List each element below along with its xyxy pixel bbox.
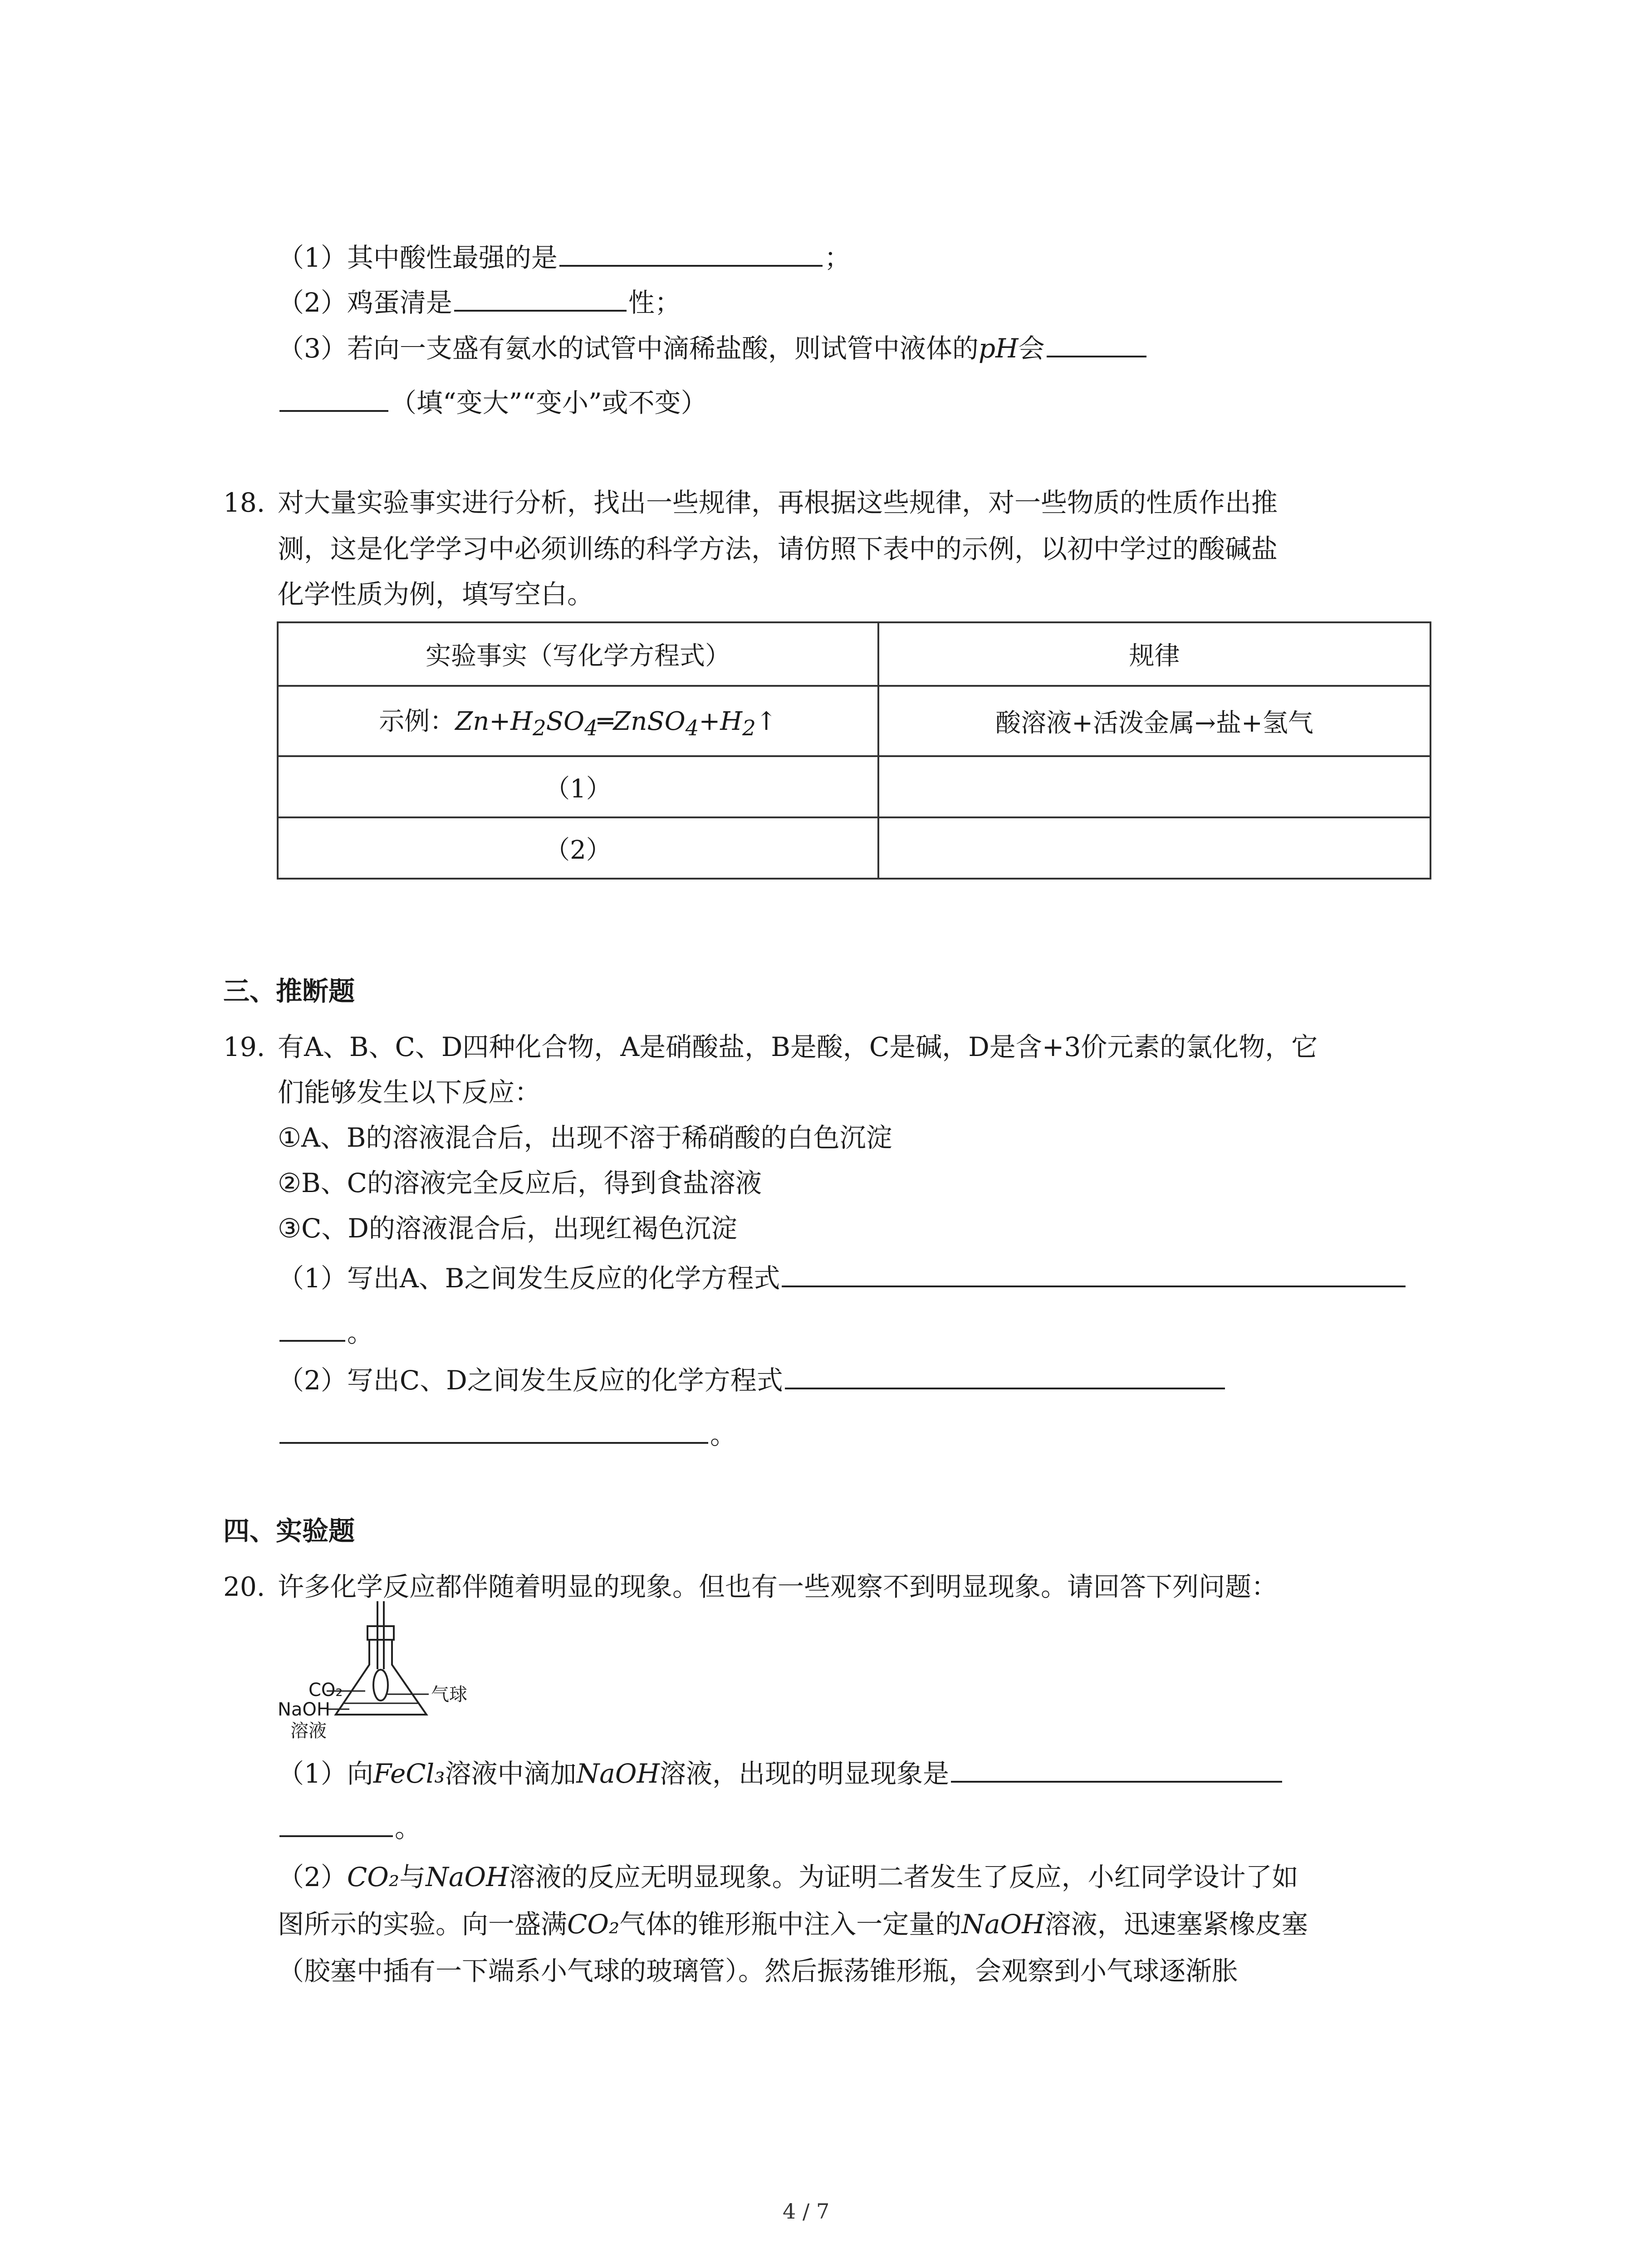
q19-number: 19. <box>223 1031 265 1062</box>
table-example-fact: 示例：$Zn+H_2SO_4═ZnSO_4+H_2↑$ <box>278 686 878 756</box>
figure-label-co2: CO₂ <box>309 1680 343 1701</box>
answer-blank[interactable] <box>454 307 627 312</box>
answer-blank[interactable] <box>279 407 388 412</box>
answer-blank[interactable] <box>559 262 823 267</box>
q19-text-line2: 们能够发生以下反应： <box>278 1077 541 1108</box>
q17-part3: （3）若向一支盛有氨水的试管中滴稀盐酸，则试管中液体的pH会 <box>278 330 1148 367</box>
answer-blank[interactable] <box>1047 353 1146 357</box>
q17-part1: （1）其中酸性最强的是 ； <box>278 242 851 273</box>
q18-text-line2: 测，这是化学学习中必须训练的科学方法，请仿照下表中的示例，以初中学过的酸碱盐 <box>278 533 1278 564</box>
q19-reaction1: ①A、B的溶液混合后，出现不溶于稀硝酸的白色沉淀 <box>278 1122 892 1153</box>
q18-text-line1: 对大量实验事实进行分析，找出一些规律，再根据这些规律，对一些物质的性质作出推 <box>278 487 1278 518</box>
q19-reaction2: ②B、C的溶液完全反应后，得到食盐溶液 <box>278 1168 762 1198</box>
q20-part2-line1: （2）CO₂与NaOH溶液的反应无明显现象。为证明二者发生了反应，小红同学设计了如 <box>278 1862 1298 1892</box>
answer-blank[interactable] <box>951 1778 1282 1783</box>
q20-text-line1: 许多化学反应都伴随着明显的现象。但也有一些观察不到明显现象。请回答下列问题： <box>278 1571 1278 1602</box>
q20-number: 20. <box>223 1571 265 1602</box>
rubber-stopper <box>367 1626 394 1640</box>
q18-number: 18. <box>223 487 265 518</box>
answer-blank[interactable] <box>279 1439 708 1444</box>
section3-title: 三、推断题 <box>223 976 355 1007</box>
page-number: 4 / 7 <box>783 2199 830 2224</box>
q18-text-line3: 化学性质为例，填写空白。 <box>278 579 594 610</box>
balloon <box>373 1670 388 1701</box>
q19-reaction3: ③C、D的溶液混合后，出现红褐色沉淀 <box>278 1213 737 1244</box>
answer-blank[interactable] <box>785 1385 1225 1389</box>
q19-part2: （2）写出C、D之间发生反应的化学方程式 <box>278 1362 1227 1398</box>
table-row1-label: （1） <box>278 756 878 817</box>
q20-part2-line2: 图所示的实验。向一盛满CO₂气体的锥形瓶中注入一定量的NaOH溶液，迅速塞紧橡皮塞 <box>278 1909 1308 1940</box>
q17-part3-line2: （填“变大”“变小”或不变） <box>278 385 707 421</box>
q19-text-line1: 有A、B、C、D四种化合物，A是硝酸盐，B是酸，C是碱，D是含+3价元素的氯化物，它 <box>278 1031 1318 1062</box>
figure-label-balloon: 气球 <box>431 1684 467 1705</box>
q19-part2-line2: 。 <box>278 1417 736 1453</box>
figure-label-solution: 溶液 <box>290 1721 327 1741</box>
table-header-fact: 实验事实（写化学方程式） <box>278 622 878 686</box>
q19-part1: （1）写出A、B之间发生反应的化学方程式 <box>278 1260 1407 1296</box>
answer-blank[interactable] <box>279 1833 393 1837</box>
table-row1-answer[interactable] <box>878 756 1430 817</box>
q20-part1: （1）向FeCl₃溶液中滴加NaOH溶液，出现的明显现象是 <box>278 1755 1284 1792</box>
figure-label-naoh: NaOH <box>278 1699 330 1720</box>
q20-part2-line3: （胶塞中插有一下端系小气球的玻璃管）。然后振荡锥形瓶，会观察到小气球逐渐胀 <box>278 1955 1239 1986</box>
table-row2-answer[interactable] <box>878 817 1430 879</box>
table-row2-label: （2） <box>278 817 878 879</box>
q17-part2: （2）鸡蛋清是 性； <box>278 287 681 318</box>
table-header-rule: 规律 <box>878 622 1430 686</box>
table-example-rule: 酸溶液+活泼金属→盐+氢气 <box>878 686 1430 756</box>
section4-title: 四、实验题 <box>223 1515 355 1546</box>
answer-blank[interactable] <box>782 1283 1406 1287</box>
q20-part1-line2: 。 <box>278 1810 421 1846</box>
q19-part1-line2: 。 <box>278 1315 373 1351</box>
answer-blank[interactable] <box>279 1337 345 1342</box>
q18-table <box>277 621 1431 880</box>
